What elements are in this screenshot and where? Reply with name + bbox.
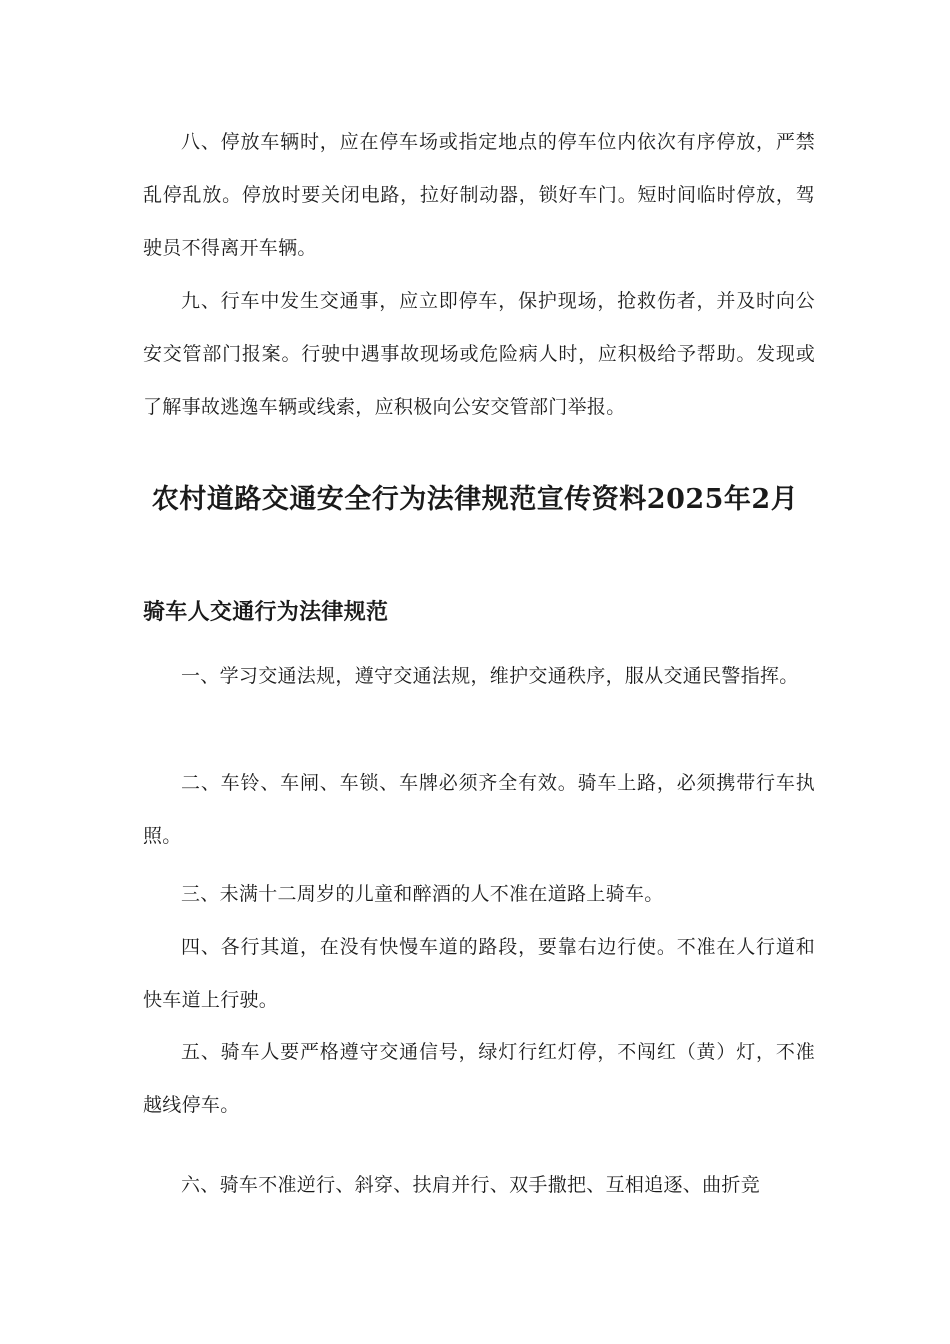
section-heading: 骑车人交通行为法律规范 <box>143 599 389 625</box>
rule-3: 三、未满十二周岁的儿童和醉酒的人不准在道路上骑车。 <box>181 883 664 905</box>
paragraph-8: 八、停放车辆时，应在停车场或指定地点的停车位内依次有序停放，严禁乱停乱放。停放时要关闭电路，拉好制动器，锁好车门。短时间临时停放，驾驶员不得离开车辆。 <box>143 131 815 259</box>
rule-2: 二、车铃、车闸、车锁、车牌必须齐全有效。骑车上路，必须携带行车执照。 <box>143 772 815 847</box>
rule-5: 五、骑车人要严格遵守交通信号，绿灯行红灯停，不闯红（黄）灯，不准越线停车。 <box>143 1041 815 1116</box>
rule-1: 一、学习交通法规，遵守交通法规，维护交通秩序，服从交通民警指挥。 <box>181 665 799 687</box>
rule-4: 四、各行其道，在没有快慢车道的路段，要靠右边行使。不准在人行道和快车道上行驶。 <box>143 936 815 1011</box>
rule-6: 六、骑车不准逆行、斜穿、扶肩并行、双手撒把、互相追逐、曲折竞 <box>181 1174 761 1196</box>
paragraph-9: 九、行车中发生交通事，应立即停车，保护现场，抢救伤者，并及时向公安交管部门报案。行驶中遇事故现场或危险病人时，应积极给予帮助。发现或了解事故逃逸车辆或线索，应积极向公安交管部门举报。 <box>143 290 815 418</box>
document-title: 农村道路交通安全行为法律规范宣传资料2025年2月 <box>151 484 799 515</box>
